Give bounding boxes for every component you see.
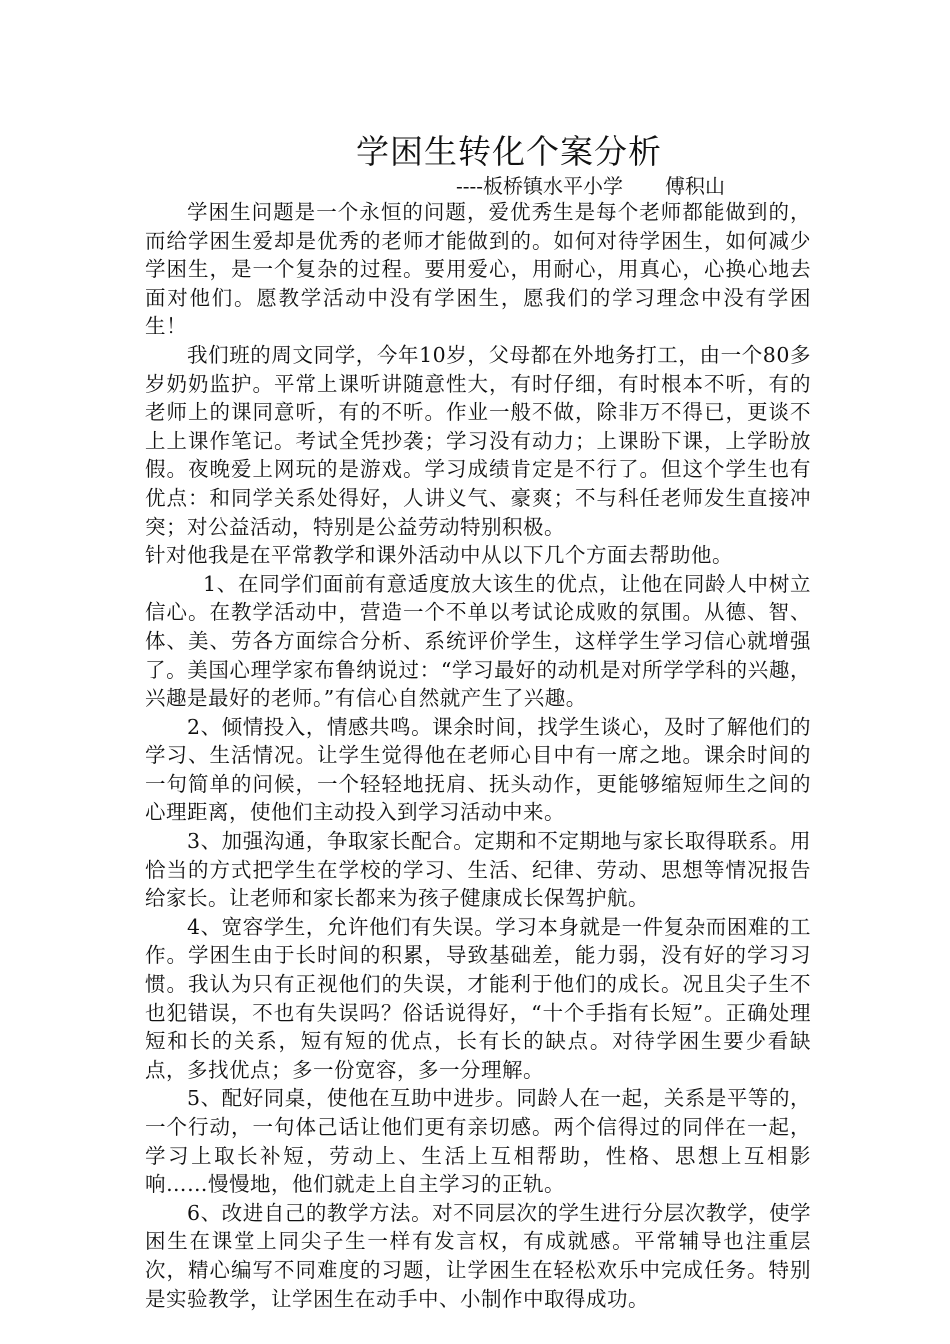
paragraph-method-4: 4、宽容学生，允许他们有失误。学习本身就是一件复杂而困难的工作。学困生由于长时间的积累，导致基础差，能力弱，没有好的学习习惯。我认为只有正视他们的失误，才能利于他们的成长。况且尖子生不也犯错误，不也有失误吗？俗话说得好，“十个手指有长短”。正确处理短和长的关系，短有短的优点，长有长的缺点。对待学困生要少看缺点，多找优点；多一份宽容，多一分理解。: [145, 914, 811, 1082]
paragraph-case: 我们班的周文同学，今年10岁，父母都在外地务打工，由一个80多岁奶奶监护。平常上课听讲随意性大，有时仔细，有时根本不听，有的老师上的课同意听，有的不听。作业一般不做，除非万不得已，更谈不上上课作笔记。考试全凭抄袭；学习没有动力；上课盼下课，上学盼放假。夜晚爱上网玩的是游戏。学习成绩肯定是不行了。但这个学生也有优点：和同学关系处得好，人讲义气、豪爽；不与科任老师发生直接冲突；对公益活动，特别是公益劳动特别积极。: [145, 342, 811, 539]
paragraph-method-3: 3、加强沟通，争取家长配合。定期和不定期地与家长取得联系。用恰当的方式把学生在学校的学习、生活、纪律、劳动、思想等情况报告给家长。让老师和家长都来为孩子健康成长保驾护航。: [145, 829, 811, 911]
document-title: 学困生转化个案分析: [356, 132, 662, 171]
byline-author: 傅积山: [665, 174, 726, 198]
byline: [456, 172, 856, 200]
paragraph-intro: 学困生问题是一个永恒的问题，爱优秀生是每个老师都能做到的，而给学困生爱却是优秀的老师才能做到的。如何对待学困生，如何减少学困生，是一个复杂的过程。要用爱心，用耐心，用真心，心换心地去面对他们。愿教学活动中没有学困生，愿我们的学习理念中没有学困生！: [145, 200, 811, 339]
paragraph-method-1: 1、在同学们面前有意适度放大该生的优点，让他在同龄人中树立信心。在教学活动中，营造一个不单以考试论成败的氛围。从德、智、体、美、劳各方面综合分析、系统评价学生，这样学生学习信心就增强了。美国心理学家布鲁纳说过：“学习最好的动机是对所学学科的兴趣，兴趣是最好的老师。”有信心自然就产生了兴趣。: [145, 571, 811, 711]
paragraph-method-5: 5、配好同桌，使他在互助中进步。同龄人在一起，关系是平等的，一个行动，一句体己话让他们更有亲切感。两个信得过的同伴在一起，学习上取长补短，劳动上、生活上互相帮助，性格、思想上互相影响……慢慢地，他们就走上自主学习的正轨。: [145, 1086, 811, 1197]
document-body: [145, 198, 811, 1313]
paragraph-method-2: 2、倾情投入，情感共鸣。课余时间，找学生谈心，及时了解他们的学习、生活情况。让学生觉得他在老师心目中有一席之地。课余时间的一句简单的问候，一个轻轻地抚肩、抚头动作，更能够缩短师生之间的心理距离，使他们主动投入到学习活动中来。: [145, 714, 811, 825]
byline-school: ----板桥镇水平小学: [456, 174, 624, 198]
paragraph-approach: 针对他我是在平常教学和课外活动中从以下几个方面去帮助他。: [145, 543, 733, 568]
paragraph-method-6: 6、改进自己的教学方法。对不同层次的学生进行分层次教学，使学困生在课堂上同尖子生一样有发言权，有成就感。平常辅导也注重层次，精心编写不同难度的习题，让学困生在轻松欢乐中完成任务。特别是实验教学，让学困生在动手中、小制作中取得成功。: [145, 1200, 811, 1311]
